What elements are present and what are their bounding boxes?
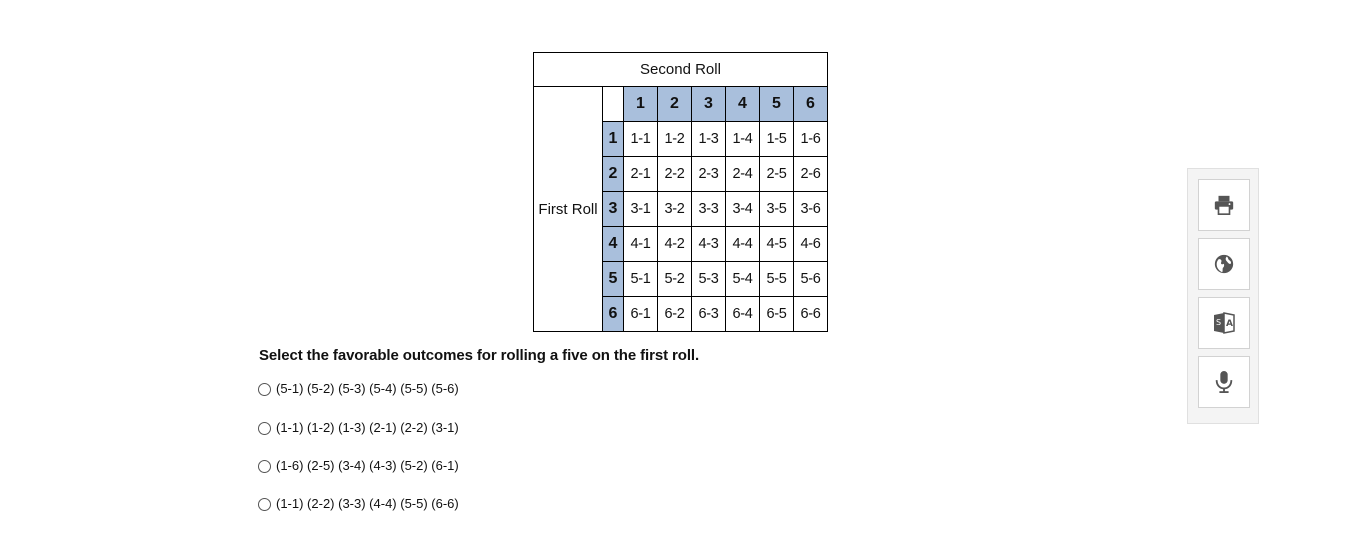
outcome-cell: 3-4 (726, 192, 760, 227)
outcome-cell: 1-3 (692, 122, 726, 157)
column-header: 1 (624, 87, 658, 122)
outcome-cell: 2-2 (658, 157, 692, 192)
answer-option[interactable] (258, 496, 459, 511)
answer-option[interactable] (258, 458, 459, 473)
outcome-cell: 2-1 (624, 157, 658, 192)
radio-button[interactable] (258, 460, 271, 473)
outcome-cell: 5-3 (692, 262, 726, 297)
option-label: (1-1) (2-2) (3-3) (4-4) (5-5) (6-6) (276, 496, 459, 511)
outcome-cell: 5-1 (624, 262, 658, 297)
option-label: (5-1) (5-2) (5-3) (5-4) (5-5) (5-6) (276, 381, 459, 396)
column-header: 2 (658, 87, 692, 122)
dice-outcomes-table (533, 52, 828, 332)
microphone-button[interactable] (1198, 356, 1250, 408)
outcome-cell: 3-6 (794, 192, 828, 227)
outcome-cell: 4-2 (658, 227, 692, 262)
outcome-cell: 6-5 (760, 297, 794, 332)
globe-button[interactable] (1198, 238, 1250, 290)
outcome-cell: 1-6 (794, 122, 828, 157)
outcome-cell: 2-3 (692, 157, 726, 192)
outcome-cell: 1-5 (760, 122, 794, 157)
outcome-cell: 6-6 (794, 297, 828, 332)
row-header: 1 (603, 122, 624, 157)
outcome-cell: 1-1 (624, 122, 658, 157)
outcome-cell: 3-3 (692, 192, 726, 227)
outcome-cell: 4-3 (692, 227, 726, 262)
outcome-cell: 3-5 (760, 192, 794, 227)
radio-button[interactable] (258, 498, 271, 511)
outcome-cell: 4-1 (624, 227, 658, 262)
outcome-cell: 5-6 (794, 262, 828, 297)
row-header: 4 (603, 227, 624, 262)
print-button[interactable] (1198, 179, 1250, 231)
option-label: (1-6) (2-5) (3-4) (4-3) (5-2) (6-1) (276, 458, 459, 473)
row-header: 6 (603, 297, 624, 332)
outcome-cell: 3-2 (658, 192, 692, 227)
radio-button[interactable] (258, 383, 271, 396)
question-prompt: Select the favorable outcomes for rolling a five on the first roll. (259, 347, 700, 364)
outcome-cell: 2-6 (794, 157, 828, 192)
translate-button[interactable] (1198, 297, 1250, 349)
outcome-cell: 5-2 (658, 262, 692, 297)
outcome-cell: 6-3 (692, 297, 726, 332)
second-roll-caption: Second Roll (534, 53, 828, 87)
outcome-cell: 2-5 (760, 157, 794, 192)
row-header: 2 (603, 157, 624, 192)
outcome-cell: 5-4 (726, 262, 760, 297)
globe-icon (1213, 253, 1235, 275)
outcome-cell: 2-4 (726, 157, 760, 192)
radio-button[interactable] (258, 422, 271, 435)
svg-text:S: S (1216, 318, 1222, 327)
outcome-cell: 6-1 (624, 297, 658, 332)
row-header: 5 (603, 262, 624, 297)
outcome-cell: 4-6 (794, 227, 828, 262)
first-roll-label: First Roll (534, 87, 603, 332)
accessibility-toolbar (1187, 168, 1259, 424)
outcome-cell: 4-4 (726, 227, 760, 262)
answer-option[interactable] (258, 420, 459, 435)
outcome-cell: 1-2 (658, 122, 692, 157)
print-icon (1213, 194, 1235, 216)
row-header: 3 (603, 192, 624, 227)
column-header: 5 (760, 87, 794, 122)
column-header: 6 (794, 87, 828, 122)
outcome-cell: 1-4 (726, 122, 760, 157)
column-header: 3 (692, 87, 726, 122)
column-header: 4 (726, 87, 760, 122)
option-label: (1-1) (1-2) (1-3) (2-1) (2-2) (3-1) (276, 420, 459, 435)
outcome-cell: 5-5 (760, 262, 794, 297)
corner-cell (603, 87, 624, 122)
answer-option[interactable] (258, 381, 459, 396)
svg-text:A: A (1226, 319, 1233, 329)
outcome-cell: 3-1 (624, 192, 658, 227)
outcome-cell: 6-4 (726, 297, 760, 332)
translate-icon (1212, 311, 1236, 335)
outcome-cell: 4-5 (760, 227, 794, 262)
microphone-icon (1213, 370, 1235, 394)
outcome-cell: 6-2 (658, 297, 692, 332)
